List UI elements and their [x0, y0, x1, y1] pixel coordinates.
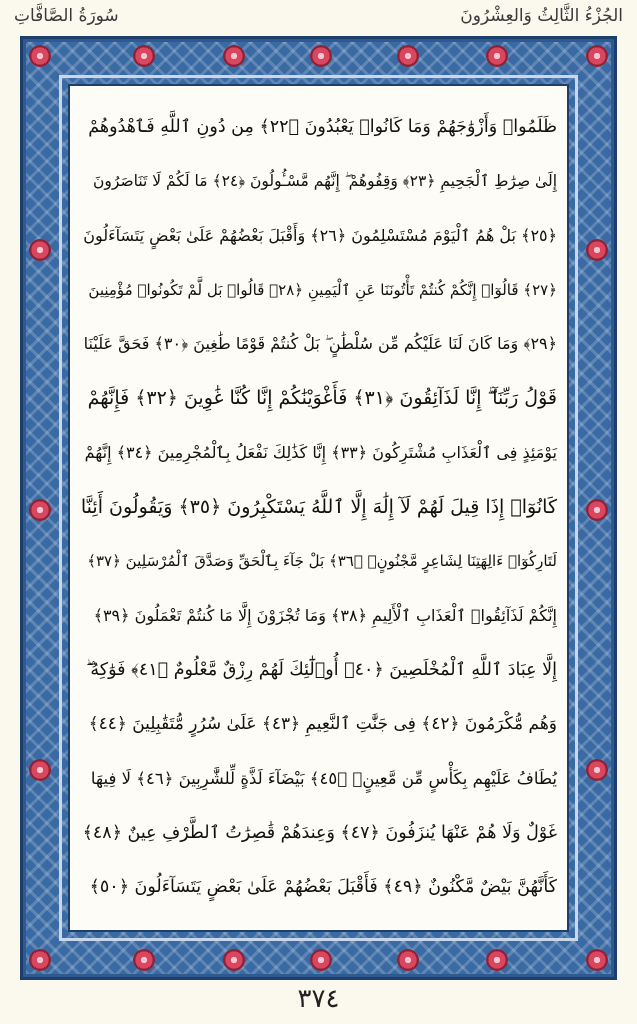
edge-rosette-icon [133, 949, 155, 971]
verse-line: إِلَىٰ صِرَٰطِ ٱلْجَحِيمِ ﴿٢٣﴾ وَقِفُوهُمْ ۖ إِنَّهُم مَّسْـُٔولُونَ ﴿٢٤﴾ مَا لَكُمْ لَا تَنَاصَرُونَ [93, 172, 557, 191]
verse-line: ﴿٢٧﴾ قَالُوٓا۟ إِنَّكُمْ كُنتُمْ تَأْتُونَنَا عَنِ ٱلْيَمِينِ ﴿٢٨﴾ قَالُوا۟ بَل لَّمْ تَكُونُوا۟ مُؤْمِنِينَ [88, 280, 557, 299]
edge-rosette-icon [29, 239, 51, 261]
verse-line: ﴿٢٩﴾ وَمَا كَانَ لَنَا عَلَيْكُم مِّن سُلْطَٰنٍ ۖ بَلْ كُنتُمْ قَوْمًا طَٰغِينَ ﴿٣٠﴾ فَحَقَّ عَلَيْنَا [83, 334, 557, 354]
edge-rosette-icon [397, 45, 419, 67]
edge-rosette-icon [29, 759, 51, 781]
edge-rosette-icon [486, 949, 508, 971]
corner-rosette-icon [29, 949, 51, 971]
juz-name: الجُزْءُ الثَّالِثُ وَالعِشْرُونَ [460, 6, 623, 26]
edge-rosette-icon [133, 45, 155, 67]
edge-rosette-icon [486, 45, 508, 67]
verse-line: إِنَّكُمْ لَذَآئِقُوا۟ ٱلْعَذَابِ ٱلْأَلِيمِ ﴿٣٨﴾ وَمَا تُجْزَوْنَ إِلَّا مَا كُنتُمْ تَعْمَلُونَ ﴿٣٩﴾ [93, 605, 557, 625]
verse-line: قَوْلُ رَبِّنَآ ۖ إِنَّا لَذَآئِقُونَ ﴿٣١﴾ فَأَغْوَيْنَٰكُمْ إِنَّا كُنَّا غَٰوِينَ ﴿٣٢﴾ فَإِنَّهُمْ [87, 387, 557, 410]
verse-line: إِلَّا عِبَادَ ٱللَّهِ ٱلْمُخْلَصِينَ ﴿٤٠﴾ أُو۟لَٰٓئِكَ لَهُمْ رِزْقٌ مَّعْلُومٌ ﴿٤١﴾ فَوَٰكِهُ ۖ [86, 659, 557, 680]
edge-rosette-icon [310, 949, 332, 971]
edge-rosette-icon [586, 499, 608, 521]
decorative-frame [20, 36, 617, 980]
verse-line: غَوْلٌ وَلَا هُمْ عَنْهَا يُنزَفُونَ ﴿٤٧﴾ وَعِندَهُمْ قَٰصِرَٰتُ ٱلطَّرْفِ عِينٌ ﴿٤٨﴾ [82, 822, 557, 843]
page-header [0, 0, 637, 40]
verse-lines [80, 100, 557, 914]
verse-line: يَوْمَئِذٍ فِى ٱلْعَذَابِ مُشْتَرِكُونَ ﴿٣٣﴾ إِنَّا كَذَٰلِكَ نَفْعَلُ بِٱلْمُجْرِمِينَ ﴿٣٤﴾ إِنَّهُمْ [84, 442, 557, 462]
edge-rosette-icon [310, 45, 332, 67]
edge-rosette-icon [397, 949, 419, 971]
edge-rosette-icon [586, 239, 608, 261]
page-number: ٣٧٤ [297, 984, 340, 1014]
edge-rosette-icon [29, 499, 51, 521]
verse-line: ظَلَمُوا۟ وَأَزْوَٰجَهُمْ وَمَا كَانُوا۟ يَعْبُدُونَ ﴿٢٢﴾ مِن دُونِ ٱللَّهِ فَٱهْدُوهُمْ [88, 117, 557, 137]
edge-rosette-icon [223, 949, 245, 971]
corner-rosette-icon [29, 45, 51, 67]
corner-rosette-icon [586, 949, 608, 971]
quran-text-area [68, 84, 569, 932]
surah-name: سُورَةُ الصَّافَّاتِ [14, 6, 119, 26]
edge-rosette-icon [223, 45, 245, 67]
corner-rosette-icon [586, 45, 608, 67]
verse-line: كَانُوٓا۟ إِذَا قِيلَ لَهُمْ لَآ إِلَٰهَ إِلَّا ٱللَّهُ يَسْتَكْبِرُونَ ﴿٣٥﴾ وَيَقُولُونَ أَئِنَّا [80, 496, 557, 519]
verse-line: ﴿٢٥﴾ بَلْ هُمُ ٱلْيَوْمَ مُسْتَسْلِمُونَ ﴿٢٦﴾ وَأَقْبَلَ بَعْضُهُمْ عَلَىٰ بَعْضٍ يَتَسَآءَلُونَ [83, 225, 557, 245]
verse-line: لَتَارِكُوٓا۟ ءَالِهَتِنَا لِشَاعِرٍ مَّجْنُونٍۭ ﴿٣٦﴾ بَلْ جَآءَ بِٱلْحَقِّ وَصَدَّقَ ٱلْمُرْسَلِينَ ﴿٣٧﴾ [87, 552, 557, 571]
verse-line: يُطَافُ عَلَيْهِم بِكَأْسٍ مِّن مَّعِينٍۭ ﴿٤٥﴾ بَيْضَآءَ لَذَّةٍ لِّلشَّٰرِبِينَ ﴿٤٦﴾ لَا فِيهَا [90, 768, 557, 788]
verse-line: وَهُم مُّكْرَمُونَ ﴿٤٢﴾ فِى جَنَّٰتِ ٱلنَّعِيمِ ﴿٤٣﴾ عَلَىٰ سُرُرٍ مُّتَقَٰبِلِينَ ﴿٤٤﴾ [88, 714, 557, 735]
verse-line: كَأَنَّهُنَّ بَيْضٌ مَّكْنُونٌ ﴿٤٩﴾ فَأَقْبَلَ بَعْضُهُمْ عَلَىٰ بَعْضٍ يَتَسَآءَلُونَ ﴿٥٠﴾ [89, 877, 557, 898]
edge-rosette-icon [586, 759, 608, 781]
